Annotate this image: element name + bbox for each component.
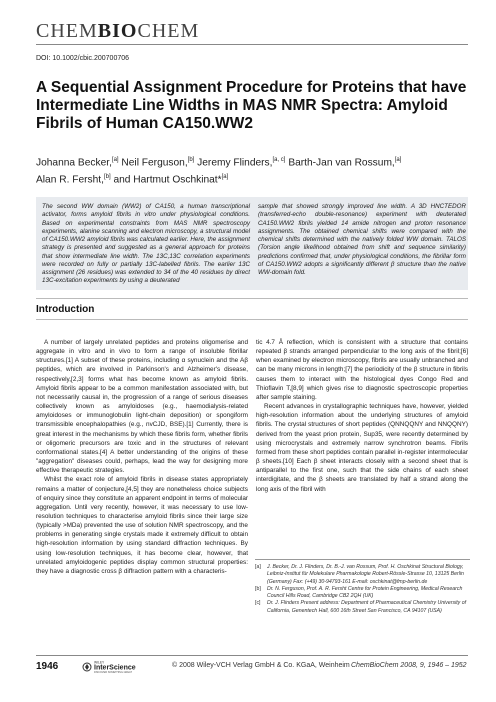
logo-name-text: InterScience	[94, 664, 136, 672]
affiliation-label: [b]	[255, 585, 261, 592]
journal-part-bio: BIO	[97, 20, 138, 42]
affil-marker: [a]	[394, 157, 402, 163]
author-oschkinat: and Hartmut Oschkinat*	[110, 174, 222, 186]
author-ferguson: Neil Ferguson,	[118, 157, 188, 169]
abstract-text-left: The second WW domain (WW2) of CA150, a human transcriptional activator, forms amyloid fibrils in vitro under physiological conditions. Based on experimental constraints from MAS NMR spectroscopy experiments, alanine scanning and electron microscopy, a structural model of CA150.WW2 amyloid fibrils was calculated earlier. Here, the assignment strategy is presented and suggested as a general approach for proteins that show intermediate line width. The 13C,13C correlation experiments were recorded on fully or partially 13C-labelled fibrils. The earlier 13C assignment (26 residues) was extended to 34 of the 40 residues by direct 13C-excitation experiments by using a deuterated	[42, 203, 250, 285]
affiliation-rule	[255, 559, 470, 560]
abstract-box	[36, 197, 468, 290]
section-heading-introduction: Introduction	[36, 304, 95, 315]
affiliation-text: Dr. N. Ferguson, Prof. A. R. Fersht Centre for Protein Engineering, Medical Research Council Hills Road, Cambridge CB2 2QH (UK)	[267, 585, 463, 600]
section-rule-bottom	[36, 319, 468, 320]
journal-part-chem2: CHEM	[137, 20, 200, 42]
logo-sub-text: DISCOVER SOMETHING GREAT	[94, 671, 133, 674]
affiliation-label: [a]	[255, 564, 261, 570]
affiliations	[255, 564, 470, 615]
affiliation-text: J. Becker, Dr. J. Flinders, Dr. B.-J. van Rossum, Prof. H. Oschkinat Structural Biology, Leibniz-Institut für Molekulare Pharmakologie Robert-Rössle-Strasse 10, 13125 Berlin (Germany) Fax: (+49) 30-94793-161 E-mail: oschkinat@fmp-berlin.de	[267, 564, 464, 585]
affil-marker: [a]	[111, 157, 119, 163]
affiliation-b	[255, 586, 470, 601]
abstract-left-column	[42, 203, 250, 286]
logo-top-text: WILEY	[94, 660, 105, 665]
logo-mark-icon	[82, 659, 140, 674]
author-flinders: Jeremy Flinders,	[194, 157, 273, 169]
citation: ChemBioChem 2008, 9, 1946 – 1952	[351, 662, 467, 669]
body-left-column	[36, 338, 248, 576]
affil-marker: [b]	[187, 157, 195, 163]
affiliation-c	[255, 600, 470, 615]
affil-marker: [a, c]	[272, 157, 286, 163]
abstract-right-column	[258, 203, 466, 277]
affiliation-a	[255, 564, 470, 586]
journal-part-chem: CHEM	[36, 20, 98, 42]
body-paragraph: Recent advances in crystallographic techniques have, however, yielded high-resolution information about the underlying structures of amyloid fibrils. The crystal structures of short peptides (QNNQQNY and NNQQNY) derived from the yeast prion protein, Sup35, were recently determined by using microcrystals and extremely narrow synchrotron beams. Fibrils formed from these short peptides contain parallel in-register intermolecular β sheets.[10] Each β sheet interacts closely with a second sheet that is antiparallel to the first one, such that the side chains of each sheet interdigitate, and the β sheets are translated by half a strand along the long axis of the fibril with	[256, 403, 468, 493]
doi[interactable]: DOI: 10.1002/cbic.200700706	[36, 55, 130, 62]
affiliation-label: [c]	[255, 600, 261, 607]
article-title: A Sequential Assignment Procedure for Proteins that have Intermediate Line Widths in MAS NMR Spectra: Amyloid Fibrils of Human CA150.WW2	[36, 79, 467, 132]
body-paragraph: A number of largely unrelated peptides and proteins oligomerise and aggregate in vitro and in vivo to form a range of insoluble fibrillar structures.[1] A subset of these proteins, including α synuclein and the Aβ peptides, which are involved in Parkinson's and Alzheimer's disease, respectively,[2,3] forms what has become known as amyloid fibrils. Amyloid fibrils appear to be a common manifestation associated with, but not necessarily causal in, the progression of a range of serious diseases collectively known as amyloidoses (e.g., haemodialysis-related amyloidoses or immunoglobulin light-chain deposition) or spongiform transmissible encephalopathies (e.g., nvCJD, BSE).[1] Currently, there is great interest in the mechanisms by which these fibrils form, whether fibrils or oligomeric precursors are toxic and in the structures of relevant conformational states.[4] A better understanding of the origins of these "aggregation" diseases could, perhaps, lead the way for designing more effective therapeutic strategies.	[36, 339, 248, 475]
affiliation-text: Dr. J. Flinders Present address: Department of Pharmaceutical Chemistry University of California, Genentech Hall, 600 16th Street San Francisco, CA 94107 (USA)	[267, 600, 467, 614]
author-fersht: Alan R. Fersht,	[36, 174, 104, 186]
affil-marker: [a]	[221, 174, 229, 181]
copyright: © 2008 Wiley-VCH Verlag GmbH & Co. KGaA, Weinheim	[172, 662, 350, 669]
journal-title	[36, 20, 199, 43]
wiley-interscience-logo	[82, 659, 140, 674]
author-becker: Johanna Becker,	[36, 157, 112, 169]
footer-rule	[36, 655, 468, 656]
body-paragraph: tic 4.7 Å reflection, which is consistent with a structure that contains repeated β strands arranged perpendicular to the long axis of the fibril;[6] when examined by electron microscopy, fibrils are usually unbranched and can be many microns in length;[7] the periodicity of the β structure in fibrils causes them to interact with the histological dyes Congo Red and Thioflavin T,[8,9] which gives rise to diagnostic spectroscopic properties after sample staining.	[256, 339, 468, 401]
abstract-text-right: sample that showed strongly improved line width. A 3D HNCTEDOR (transferred-echo double-resonance) experiment with deuterated CA150.WW2 fibrils yielded 14 amide nitrogen and proton resonance assignments. The obtained chemical shifts were compared with the chemical shifts determined with the natively folded WW domain. TALOS (Torsion angle likelihood obtained from shift and sequence similarity) predictions confirmed that, under physiological conditions, the fibrillar form of CA150.WW2 adopts a significantly different β structure than the native WW-domain fold.	[258, 203, 466, 276]
affil-marker: [b]	[103, 174, 111, 181]
section-rule-top	[36, 298, 468, 299]
body-right-column	[256, 338, 468, 494]
page-number: 1946	[36, 661, 59, 672]
author-list	[36, 153, 476, 188]
header-rule	[36, 44, 468, 45]
author-van-rossum: Barth-Jan van Rossum,	[285, 157, 395, 169]
body-paragraph: Whilst the exact role of amyloid fibrils in disease states appropriately remains a matter of conjecture,[4,5] they are nonetheless choice subjects of enquiry since they constitute an apparent endpoint in terms of molecular aggregation. Until very recently, however, it was necessary to use low-resolution techniques to characterise amyloid fibrils since their large size (typically >MDa) prevented the use of solution NMR spectroscopy, and the problems in generating single crystals made it extremely difficult to obtain high-resolution information by using standard diffraction techniques. By using low-resolution techniques, it has become clear, however, that unrelated amyloidogenic peptides display common structural properties: they have a diagnostic cross β diffraction pattern with a characteris-	[36, 476, 248, 575]
